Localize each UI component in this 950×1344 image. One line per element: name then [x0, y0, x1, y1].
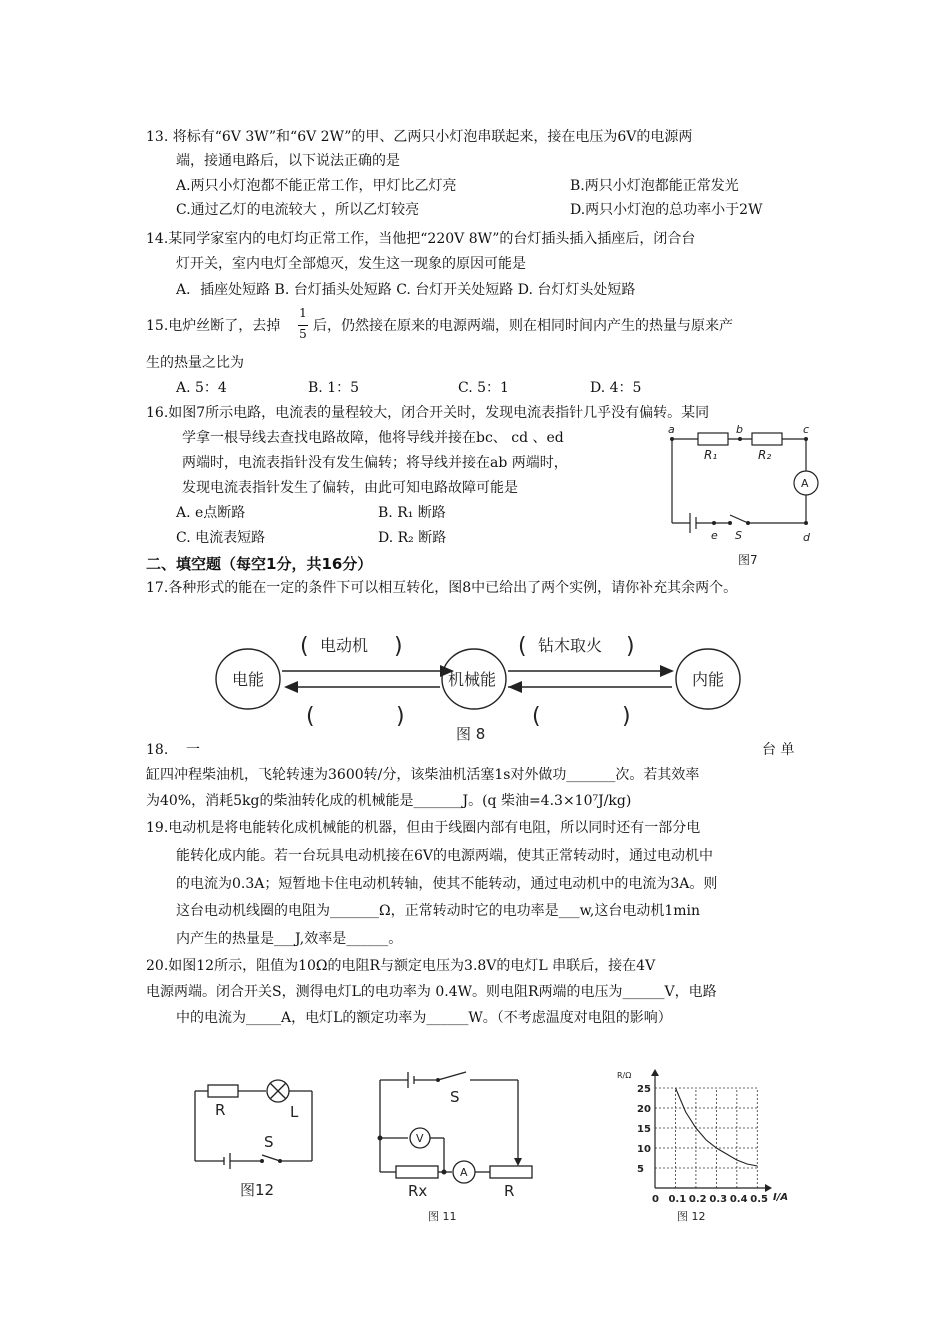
q13-stem-line2: 端，接通电路后，以下说法正确的是 — [176, 153, 400, 169]
q16-stem-line2: 学拿一根导线去查找电路故障，他将导线并接在bc、 cd 、ed — [182, 430, 564, 446]
ammeter-label: A — [801, 477, 809, 490]
switch-label: S — [735, 529, 742, 542]
r2-label: R₂ — [758, 448, 772, 462]
top-left-paren-close: ) — [394, 634, 403, 659]
figure-12-graph-caption: 图 12 — [677, 1210, 706, 1223]
lamp-l-label: L — [290, 1103, 299, 1121]
q15-option-b: B. 1：5 — [308, 380, 360, 396]
top-left-paren-open: ( — [300, 634, 309, 659]
q18-line3: 为40%，消耗5kg的柴油转化成的机械能是_______J。(q 柴油=4.3×10⁷J/kg) — [146, 793, 632, 809]
q14-stem-line2: 灯开关，室内电灯全部熄灭，发生这一现象的原因可能是 — [176, 256, 526, 272]
r1-label: R₁ — [704, 448, 718, 462]
q19-line4: 这台电动机线圈的电阻为_______Ω，正常转动时它的电功率是___w,这台电动机1min — [176, 903, 701, 919]
node-electric-energy: 电能 — [232, 670, 265, 689]
x-tick-label: 0.1 — [668, 1194, 687, 1205]
y-axis-arrow — [651, 1069, 659, 1076]
switch-s-label: S — [264, 1133, 274, 1151]
rx-label: Rx — [408, 1182, 428, 1200]
y-tick-label: 25 — [637, 1084, 651, 1095]
figure-12-ri-graph — [615, 1068, 795, 1228]
figure-8-energy-diagram — [210, 615, 750, 745]
top-right-paren-close: ) — [626, 634, 635, 659]
x-tick-label: 0.4 — [729, 1194, 748, 1205]
q13-option-c: C.通过乙灯的电流较大 ，所以乙灯较亮 — [176, 202, 420, 218]
q16-option-b: B. R₁ 断路 — [378, 505, 446, 521]
q20-line2: 电源两端。闭合开关S，测得电灯L的电功率为 0.4W。则电阻R两端的电压为______V，电路 — [146, 984, 717, 1000]
bottom-right-paren-close: ) — [622, 704, 631, 729]
y-tick-label: 10 — [637, 1144, 651, 1155]
q16-option-a: A. e点断路 — [176, 505, 246, 521]
q16-stem-line4: 发现电流表指针发生了偏转，由此可知电路故障可能是 — [182, 480, 518, 496]
arrow-mech-to-elec — [284, 681, 298, 693]
y-axis-label: R/Ω — [617, 1071, 632, 1080]
q18-line2: 缸四冲程柴油机，飞轮转速为3600转/分，该柴油机活塞1s对外做功_______次。若其效率 — [146, 767, 700, 783]
example-motor: 电动机 — [320, 636, 369, 655]
q19-line1: 19.电动机是将电能转化成机械能的机器，但由于线圈内部有电阻，所以同时还有一部分电 — [146, 820, 701, 836]
node-e-label: e — [711, 529, 718, 542]
q15-fraction-numerator: 1 — [299, 306, 307, 320]
q15-stem-pre: 15.电炉丝断了，去掉 — [146, 318, 281, 334]
q18-word-tai: 台 单 — [762, 742, 795, 758]
q14-stem-line1: 14.某同学家室内的电灯均正常工作，当他把“220V 8W”的台灯插头插入插座后，闭合台 — [146, 231, 696, 247]
y-tick-label: 20 — [637, 1104, 651, 1115]
figure-12-series-circuit — [190, 1075, 320, 1205]
y-tick-label: 5 — [637, 1164, 644, 1175]
section-2-heading: 二、填空题（每空1分，共16分） — [146, 555, 373, 573]
figure-11-caption: 图 11 — [428, 1210, 457, 1223]
q16-option-c: C. 电流表短路 — [176, 530, 266, 546]
y-tick-label: 15 — [637, 1124, 651, 1135]
arrow-mech-to-heat — [660, 665, 674, 677]
q15-option-a: A. 5：4 — [176, 380, 227, 396]
node-b-label: b — [736, 423, 743, 436]
x-tick-label: 0.2 — [688, 1194, 707, 1205]
q13-option-d: D.两只小灯泡的总功率小于2W — [570, 202, 763, 218]
q19-line5: 内产生的热量是___J,效率是______。 — [176, 931, 403, 947]
q13-stem-line1: 13. 将标有“6V 3W”和“6V 2W”的甲、乙两只小灯泡串联起来，接在电压为6V的电源两 — [146, 129, 693, 145]
x-tick-label: 0 — [652, 1194, 659, 1205]
q19-line2: 能转化成内能。若一台玩具电动机接在6V的电源两端，使其正常转动时，通过电动机中 — [176, 848, 714, 864]
rheostat-r-label: R — [504, 1182, 515, 1200]
x-axis-label: I/A — [773, 1192, 789, 1203]
q15-stem-line2: 生的热量之比为 — [146, 355, 244, 371]
q15-stem-post: 后，仍然接在原来的电源两端，则在相同时间内产生的热量与原来产 — [313, 318, 733, 334]
q13-option-b: B.两只小灯泡都能正常发光 — [570, 178, 739, 194]
bottom-right-paren-open: ( — [532, 704, 541, 729]
node-d-label: d — [803, 531, 810, 544]
q16-option-d: D. R₂ 断路 — [378, 530, 447, 546]
q16-stem-line3: 两端时，电流表指针没有发生偏转；将导线并接在ab 两端时， — [182, 455, 568, 471]
voltmeter-label: V — [416, 1132, 424, 1145]
q13-option-a: A.两只小灯泡都不能正常工作，甲灯比乙灯亮 — [176, 178, 457, 194]
q15-fraction-denominator: 5 — [299, 327, 307, 341]
q16-stem-line1: 16.如图7所示电路，电流表的量程较大，闭合开关时，发现电流表指针几乎没有偏转。某同 — [146, 405, 710, 421]
figure-8-caption: 图 8 — [456, 725, 486, 743]
q15-option-d: D. 4：5 — [590, 380, 642, 396]
q15-option-c: C. 5：1 — [458, 380, 509, 396]
bottom-left-paren-open: ( — [306, 704, 315, 729]
rheostat-slider-arrow — [514, 1158, 522, 1166]
node-a-label: a — [668, 423, 675, 436]
node-internal-energy: 内能 — [692, 670, 725, 689]
example-drilling-fire: 钻木取火 — [538, 636, 603, 655]
resistor-r-label: R — [215, 1101, 226, 1119]
q18-number: 18. — [146, 742, 169, 758]
top-right-paren-open: ( — [518, 634, 527, 659]
q19-line3: 的电流为0.3A；短暂地卡住电动机转轴，使其不能转动，通过电动机中的电流为3A。则 — [176, 876, 718, 892]
q20-line3: 中的电流为_____A，电灯L的额定功率为______W。（不考虑温度对电阻的影响） — [176, 1010, 672, 1026]
q20-line1: 20.如图12所示，阻值为10Ω的电阻R与额定电压为3.8V的电灯L 串联后，接在4V — [146, 958, 656, 974]
node-mechanical-energy: 机械能 — [448, 670, 497, 689]
ammeter-label: A — [460, 1166, 468, 1179]
figure-11-circuit — [370, 1068, 540, 1228]
switch-s-label: S — [450, 1088, 460, 1106]
x-tick-label: 0.5 — [750, 1194, 769, 1205]
q17-stem: 17.各种形式的能在一定的条件下可以相互转化，图8中已给出了两个实例，请你补充其余两个。 — [146, 580, 738, 596]
node-c-label: c — [803, 423, 810, 436]
figure-7-caption: 图7 — [738, 553, 758, 567]
x-tick-label: 0.3 — [709, 1194, 728, 1205]
q14-options: A．插座处短路 B. 台灯插头处短路 C. 台灯开关处短路 D. 台灯灯头处短路 — [176, 282, 636, 298]
q18-word-yi: 一 — [186, 742, 200, 758]
figure-7-circuit — [660, 425, 830, 570]
x-axis-arrow — [765, 1184, 772, 1192]
figure-12-caption: 图12 — [240, 1181, 275, 1199]
q15-fraction-bar — [298, 325, 308, 326]
bottom-left-paren-close: ) — [396, 704, 405, 729]
arrow-heat-to-mech — [508, 681, 522, 693]
